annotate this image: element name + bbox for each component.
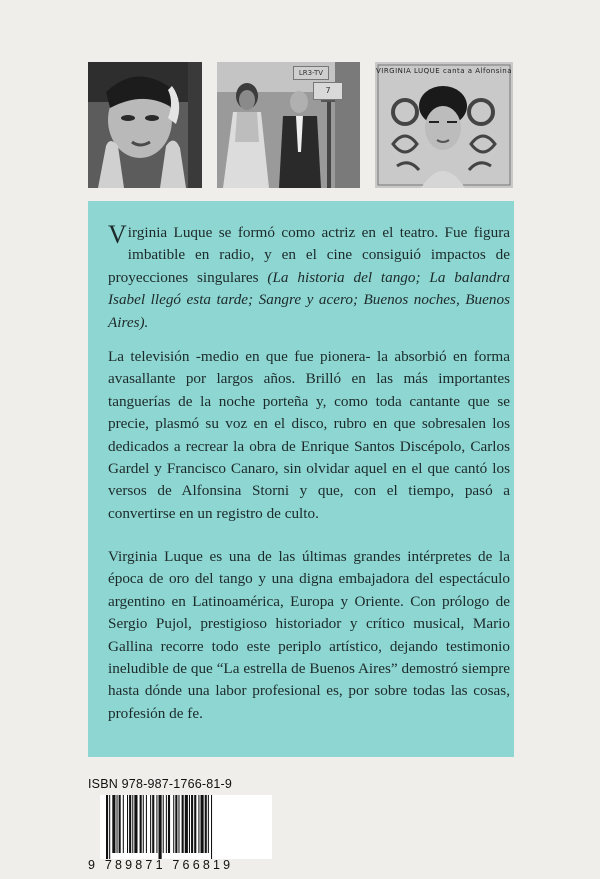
barcode-bar xyxy=(189,795,190,853)
barcode-bar xyxy=(205,795,207,853)
barcode-bar xyxy=(211,795,212,859)
radio-studio-photo xyxy=(217,62,360,188)
barcode-bar xyxy=(191,795,193,853)
synopsis-paragraph-3: Virginia Luque es una de las últimas grandes intérpretes de la época de oro del tango y una digna embajadora del espectáculo argentino en Latinoamérica, Europa y Oriente. Con prólogo de Sergio Pujol, prestigioso historiador y crítico musical, Mario Gallina recorre todo este periplo artístico, dejando testimonio ineludible de que “La estrella de Buenos Aires” demostró siempre hasta dónde una labor profesional es, por sobre todas las cosas, profesión de fe. xyxy=(108,548,510,722)
barcode-bar xyxy=(132,795,133,853)
station-sign: LR3-TV xyxy=(293,66,329,80)
barcode-bar xyxy=(163,795,164,853)
barcode-bar xyxy=(123,795,124,853)
album-cover-photo xyxy=(375,62,513,188)
barcode-bar xyxy=(159,795,162,859)
barcode-bar xyxy=(119,795,121,853)
synopsis-paragraph-1 xyxy=(108,222,510,334)
barcode-bar xyxy=(140,795,142,853)
portrait-hands-photo xyxy=(88,62,202,188)
barcode-bar xyxy=(129,795,131,853)
barcode-bar xyxy=(150,795,151,853)
barcode-bar xyxy=(178,795,179,853)
paragraph-1-text: irginia Luque se formó como actriz en el teatro. Fue figura imbatible en radio, y en el cine consiguió impactos de proyecciones singulares xyxy=(108,224,510,286)
barcode-bar xyxy=(194,795,196,853)
barcode-bar xyxy=(143,795,144,853)
barcode-bar xyxy=(175,795,177,853)
barcode-bar xyxy=(198,795,199,853)
barcode xyxy=(100,795,272,859)
barcode-bar xyxy=(134,795,137,853)
barcode-bar xyxy=(127,795,128,853)
barcode-bar xyxy=(182,795,184,853)
barcode-bar xyxy=(152,795,154,853)
barcode-bar xyxy=(201,795,204,853)
barcode-bar xyxy=(109,795,110,859)
barcode-bar xyxy=(117,795,118,853)
isbn-label: ISBN 978-987-1766-81-9 xyxy=(88,777,233,791)
film-list: (La historia del tango; La balandra Isabel llegó esta tarde; Sangre y acero; Buenos noches, Buenos Aires). xyxy=(108,268,510,331)
album-cover-title: VIRGINIA LUQUE canta a Alfonsina xyxy=(375,67,513,75)
barcode-bar xyxy=(168,795,170,853)
barcode-bar xyxy=(106,795,108,859)
studio-number-sign: 7 xyxy=(313,82,343,100)
barcode-bar xyxy=(112,795,115,853)
drop-cap: V xyxy=(108,220,127,249)
barcode-bar xyxy=(156,795,157,853)
synopsis-paragraph-2: La televisión -medio en que fue pionera- la absorbió en forma avasallante por largos años. Brilló en las más importantes tanguerías de la noche porteña y, como toda cantante que se precie, plasmó su voz en el disco, rubro en que sobresalen los dedicados a recrear la obra de Enrique Santos Discépolo, Carlos Gardel y Francisco Canaro, sin olvidar aquel en el que cantó los versos de Alfonsina Storni y que, con el tiempo, pasó a convertirse en un registro de culto. xyxy=(108,348,510,522)
barcode-bar xyxy=(185,795,188,853)
barcode-bar xyxy=(208,795,209,853)
barcode-digits: 9 789871 766819 xyxy=(88,858,234,872)
barcode-bar xyxy=(146,795,147,853)
barcode-bar xyxy=(173,795,174,853)
barcode-bar xyxy=(166,795,167,853)
